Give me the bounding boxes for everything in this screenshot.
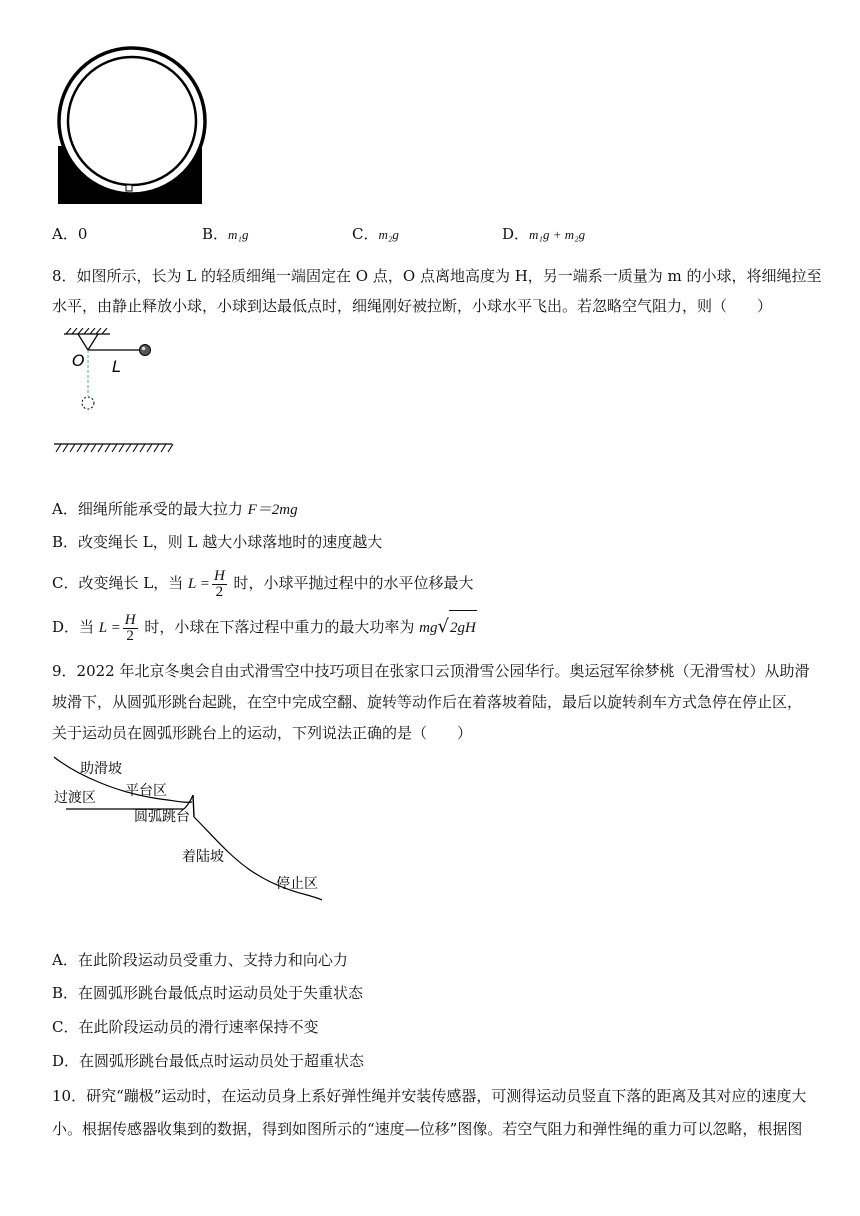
pendulum-figure [52, 328, 182, 456]
q8-stem-line-1: 8．如图所示，长为 L 的轻质细绳一端固定在 O 点，O 点离地高度为 H，另一端系一质量为 m 的小球，将细绳拉至 [52, 267, 822, 285]
q8-option-b: B．改变绳长 L，则 L 越大小球落地时的速度越大 [52, 533, 383, 551]
q7-option-d [502, 224, 585, 245]
q7-option-c-expr: m₂g [378, 227, 399, 242]
q8-option-d-mid: 时，小球在下落过程中重力的最大功率为 [139, 618, 420, 636]
q8-option-d-pre: D．当 [52, 618, 99, 636]
q8-option-c [52, 566, 474, 601]
label-zhuoluopo: 着陆坡 [182, 849, 224, 865]
q8-option-d-radicand: 2gH [449, 610, 477, 645]
q8-option-c-fraction [212, 569, 227, 600]
q9-option-c: C．在此阶段运动员的滑行速率保持不变 [52, 1018, 319, 1036]
q8-option-c-numerator: H [213, 567, 225, 584]
q8-option-d-denominator: 2 [126, 627, 134, 644]
q8-option-d [52, 610, 477, 645]
q7-option-c [352, 224, 399, 245]
pendulum-label-o: O [72, 351, 85, 370]
q8-option-c-denominator: 2 [215, 583, 224, 600]
q9-stem-line-3: 关于运动员在圆弧形跳台上的运动，下列说法正确的是（ ） [52, 724, 473, 742]
q9-option-a: A．在此阶段运动员受重力、支持力和向心力 [52, 951, 348, 969]
q9-stem-line-2: 坡滑下，从圆弧形跳台起跳，在空中完成空翻、旋转等动作后在着落坡着陆，最后以旋转刹车方式急停在停止区， [52, 693, 803, 711]
q8-stem-line-2: 水平，由静止释放小球，小球到达最低点时，细绳刚好被拉断，小球水平飞出。若忽略空气阻力，则（ ） [52, 297, 773, 315]
q10-stem-line-1: 10．研究“蹦极”运动时，在运动员身上系好弹性绳并安装传感器，可测得运动员竖直下落的距离及其对应的速度大 [52, 1087, 807, 1105]
q8-option-a-text: A．细绳所能承受的最大拉力 [52, 500, 248, 518]
pendulum-label-l: L [112, 357, 121, 376]
q8-option-c-pre: C．改变绳长 L，当 [52, 574, 188, 592]
q8-option-d-lhs: L = [98, 620, 121, 636]
q8-option-c-post: 时，小球平抛过程中的水平位移最大 [228, 574, 474, 592]
q9-option-b: B．在圆弧形跳台最低点时运动员处于失重状态 [52, 984, 364, 1002]
q7-option-b [202, 224, 248, 245]
q7-option-a: A．0 [52, 225, 88, 243]
q7-option-d-letter: D． [502, 225, 530, 243]
q8-option-c-lhs: L = [187, 576, 210, 592]
label-zhuhuapo: 助滑坡 [80, 761, 122, 777]
ring-in-cradle-figure [52, 38, 212, 208]
q7-option-b-letter: B． [202, 225, 229, 243]
q8-option-d-numerator: H [124, 611, 136, 628]
label-yuanhutiaotai: 圆弧跳台 [134, 809, 190, 825]
label-pingtaiqu: 平台区 [125, 783, 167, 799]
q8-option-a [52, 499, 298, 520]
q9-stem-line-1: 9．2022 年北京冬奥会自由式滑雪空中技巧项目在张家口云顶滑雪公园华行。奥运冠军徐梦桃（无滑雪杖）从助滑 [52, 662, 810, 680]
q9-option-d: D．在圆弧形跳台最低点时运动员处于超重状态 [52, 1052, 365, 1070]
sqrt-sign-icon: √ [437, 616, 449, 637]
q8-option-a-formula: F＝2mg [247, 502, 298, 518]
q7-option-d-expr: m₁g + m₂g [529, 227, 586, 242]
ski-jump-figure [52, 755, 332, 905]
label-guoduqu: 过渡区 [54, 790, 96, 806]
label-tingzhiqu: 停止区 [276, 876, 318, 892]
q8-option-d-fraction [123, 613, 138, 644]
q7-option-c-letter: C． [352, 225, 379, 243]
q8-option-d-mg: mg [419, 620, 438, 636]
q7-option-b-expr: m₁g [228, 227, 249, 242]
q10-stem-line-2: 小。根据传感器收集到的数据，得到如图所示的“速度—位移”图像。若空气阻力和弹性绳的重力可以忽略，根据图 [52, 1120, 803, 1138]
